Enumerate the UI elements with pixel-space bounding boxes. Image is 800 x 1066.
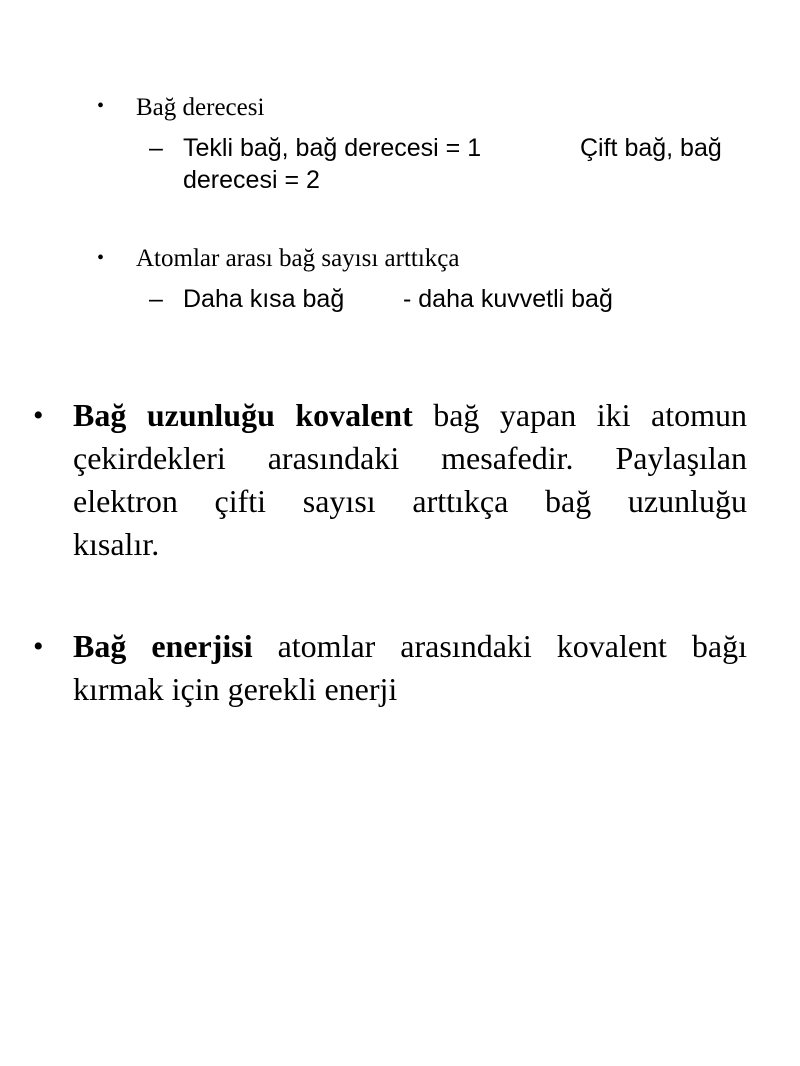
bond-length-line2: çekirdekleri arasındaki mesafedir. Paylaşılan xyxy=(73,440,747,476)
bond-energy-paragraph xyxy=(73,625,747,711)
double-bond-text: Çift bağ, bağ xyxy=(580,134,722,162)
dash: – xyxy=(149,134,163,162)
bond-length-paragraph xyxy=(73,394,747,566)
shorter-bond-text: Daha kısa bağ xyxy=(183,285,345,313)
bullet: • xyxy=(33,399,44,432)
bond-energy-line1: atomlar arasındaki kovalent bağı xyxy=(252,628,747,664)
dash: – xyxy=(149,285,163,313)
bond-length-line1: bağ yapan iki atomun xyxy=(412,397,747,433)
bag-derecesi-heading: Bağ derecesi xyxy=(136,94,265,121)
bullet: • xyxy=(97,247,105,269)
bond-length-line4: kısalır. xyxy=(73,526,160,562)
double-bond-text-cont: derecesi = 2 xyxy=(183,166,320,194)
atom-bond-count-heading: Atomlar arası bağ sayısı arttıkça xyxy=(136,245,460,272)
stronger-bond-text: - daha kuvvetli bağ xyxy=(403,285,613,313)
bond-length-term: Bağ uzunluğu kovalent xyxy=(73,397,413,433)
bond-energy-term: Bağ enerjisi xyxy=(73,628,253,664)
bond-length-line3: elektron çifti sayısı arttıkça bağ uzunluğu xyxy=(73,483,747,519)
single-bond-text: Tekli bağ, bağ derecesi = 1 xyxy=(183,134,482,162)
bullet: • xyxy=(97,95,105,117)
bullet: • xyxy=(33,630,44,663)
bond-energy-line2: kırmak için gerekli enerji xyxy=(73,671,398,707)
